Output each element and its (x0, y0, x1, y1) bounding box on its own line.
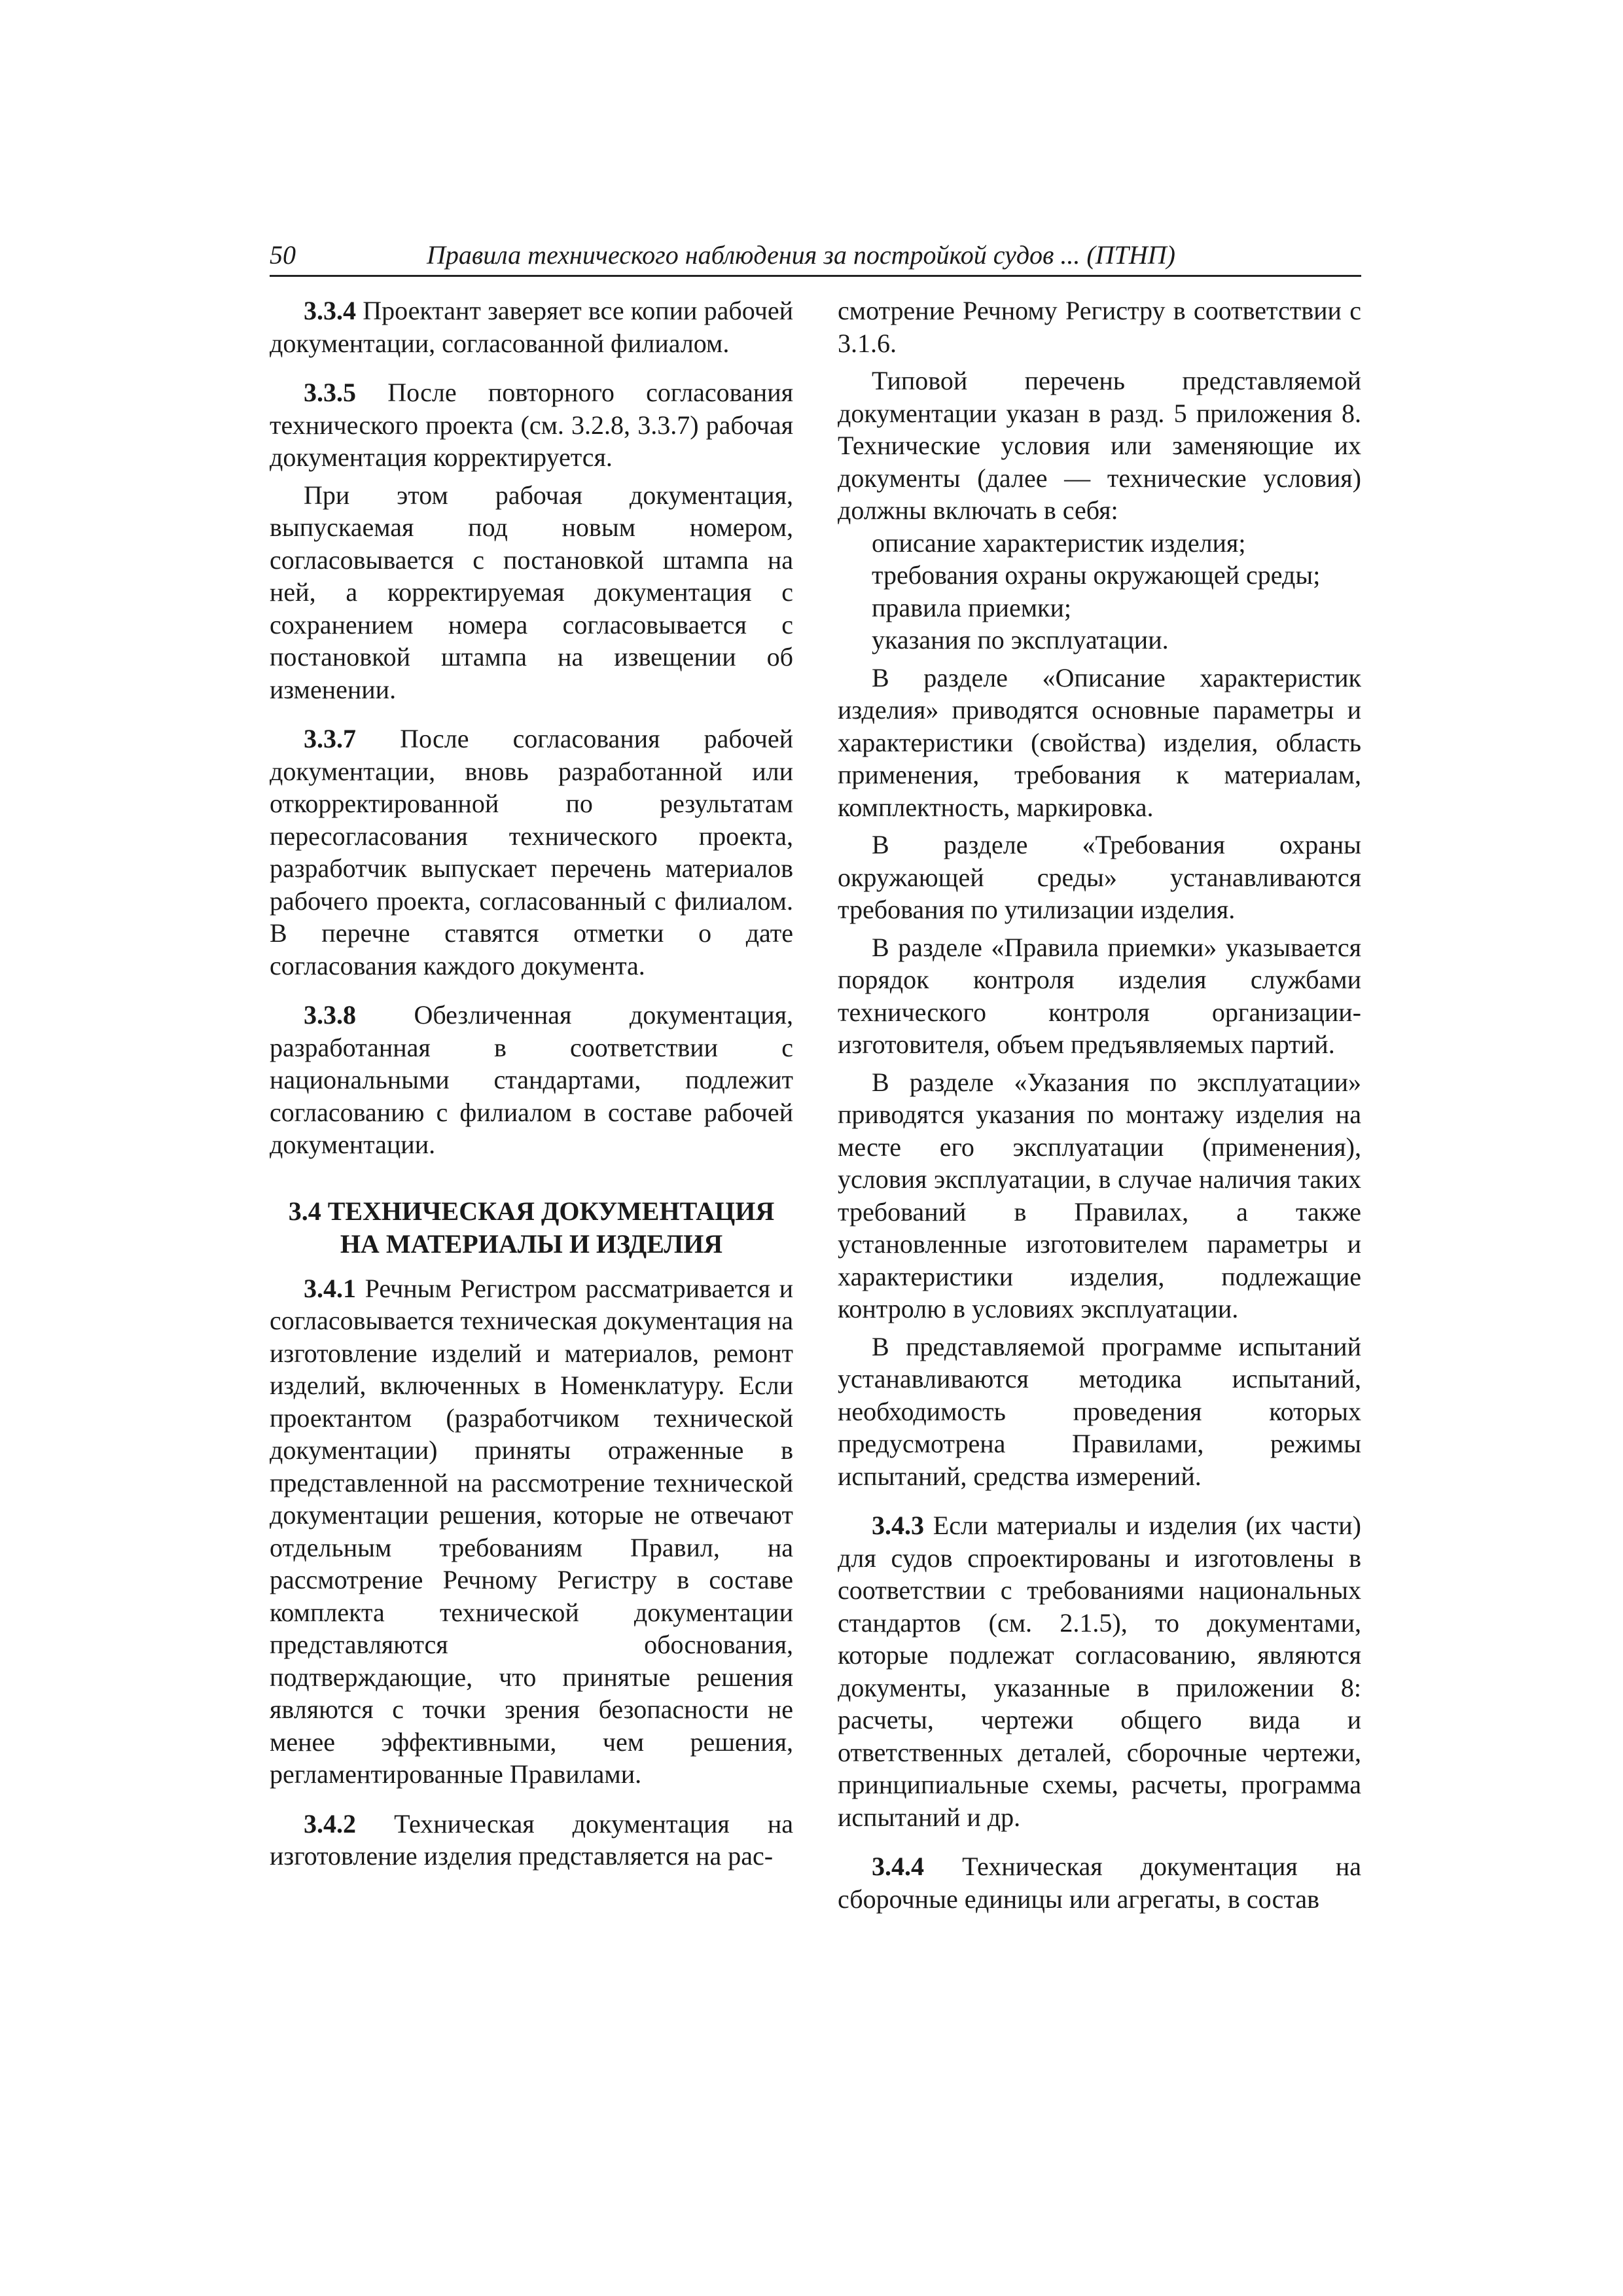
clause-text: Техническая документация на изготовление изделия представляется на рас- (270, 1808, 793, 1871)
clause-number: 3.4.1 (304, 1273, 356, 1303)
paragraph-test-program: В представляемой программе испытаний устанавливаются методика испытаний, необходимость проведения которых предусмотрена Правилами, режимы испытаний, средства измерений. (838, 1331, 1361, 1491)
paragraph-3-3-4 (270, 295, 793, 359)
list-item: указания по эксплуатации. (872, 625, 1169, 655)
paragraph-acceptance: В разделе «Правила приемки» указывается порядок контроля изделия службами технического контроля организации-изготовителя, объем предъявляемых партий. (838, 932, 1361, 1059)
paragraph-characteristics: В разделе «Описание характеристик изделия» приводятся основные параметры и характеристики (свойства) изделия, область применения, требования к материалам, комплектность, маркировка. (838, 662, 1361, 822)
paragraph-3-4-2 (270, 1808, 793, 1873)
paragraph-3-3-7 (270, 723, 793, 982)
clause-text: После согласования рабочей документации, вновь разработанной или откорректированной по результатам пересогласования технического проекта, разработчик выпускает перечень материалов рабочего проекта, согласованный с филиалом. В перечне ставятся отметки о дате согласования каждого документа. (270, 724, 793, 980)
paragraph-3-4-3 (838, 1509, 1361, 1833)
clause-text: Техническая документация на сборочные единицы или агрегаты, в состав (838, 1852, 1361, 1914)
page-number: 50 (270, 240, 296, 270)
clause-number: 3.3.5 (304, 378, 356, 407)
left-column (270, 295, 793, 1873)
list-item: требования охраны окружающей среды; (872, 560, 1321, 590)
running-title: Правила технического наблюдения за постройкой судов ... (ПТНП) (427, 240, 1175, 270)
paragraph-3-4-1 (270, 1272, 793, 1791)
clause-text: Речным Регистром рассматривается и согласовывается техническая документация на изготовление изделий и материалов, ремонт изделий, включенных в Номенклатуру. Если проектантом (разработчиком технической документации) приняты отраженные в представленной на рассмотрение технической документации решения, которые не отвечают отдельным требованиям Правил, на рассмотрение Речному Регистру в составе комплекта технической документации представляются обоснования, подтверждающие, что принятые решения являются с точки зрения безопасности не менее эффективными, чем решения, регламентированные Правилами. (270, 1273, 793, 1789)
paragraph-3-3-5 (270, 376, 793, 474)
clause-number: 3.3.7 (304, 724, 356, 753)
list-item: описание характеристик изделия; (872, 528, 1246, 558)
clause-number: 3.4.4 (872, 1852, 924, 1881)
clause-text: Если материалы и изделия (их части) для судов спроектированы и изготовлены в соответствии с требованиями национальных стандартов (см. 2.1.5), то документами, которые подлежат согласованию, являются документы, указанные в приложении 8: расчеты, чертежи общего вида и ответственных деталей, сборочные чертежи, принципиальные схемы, расчеты, программа испытаний и др. (838, 1511, 1361, 1832)
paragraph-environment: В разделе «Требования охраны окружающей среды» устанавливаются требования по утилизации изделия. (838, 830, 1361, 924)
paragraph-3-4-2-cont: смотрение Речному Регистру в соответствии с 3.1.6. (838, 296, 1361, 358)
clause-number: 3.4.2 (304, 1808, 356, 1839)
clause-number: 3.4.3 (872, 1511, 924, 1540)
paragraph-typical-list: Типовой перечень представляемой документации указан в разд. 5 приложения 8. Технические условия или заменяющие их документы (далее — технические условия) должны включать в себя: (838, 366, 1361, 525)
section-heading-line-1: 3.4 ТЕХНИЧЕСКАЯ ДОКУМЕНТАЦИЯ (288, 1196, 775, 1226)
paragraph-operation: В разделе «Указания по эксплуатации» приводятся указания по монтажу изделия на месте его эксплуатации (применения), условия эксплуатации, в случае наличия таких требований в Правилах, а также установленные изготовителем параметры и характеристики изделия, подлежащие контролю в условиях эксплуатации. (838, 1067, 1361, 1323)
paragraph-3-3-8 (270, 999, 793, 1161)
clause-text: Обезличенная документация, разработанная в соответствии с национальными стандартами, подлежит согласованию с филиалом в составе рабочей документации. (270, 1000, 793, 1159)
clause-text: Проектант заверяет все копии рабочей документации, согласованной филиалом. (270, 296, 793, 358)
section-heading-3-4 (270, 1195, 793, 1261)
page-header (270, 236, 1361, 277)
list-item: правила приемки; (872, 592, 1071, 622)
paragraph-3-3-5-cont: При этом рабочая документация, выпускаемая под новым номером, согласовывается с постановкой штампа на ней, а корректируемая документация с сохранением номера согласовывается с постановкой штампа на извещении об изменении. (270, 480, 793, 704)
paragraph-3-4-4 (838, 1850, 1361, 1915)
clause-text: После повторного согласования технического проекта (см. 3.2.8, 3.3.7) рабочая документация корректируется. (270, 378, 793, 472)
clause-number: 3.3.4 (304, 296, 356, 325)
clause-number: 3.3.8 (304, 1000, 356, 1030)
right-column (838, 295, 1361, 1915)
section-heading-line-2: НА МАТЕРИАЛЫ И ИЗДЕЛИЯ (340, 1229, 723, 1259)
